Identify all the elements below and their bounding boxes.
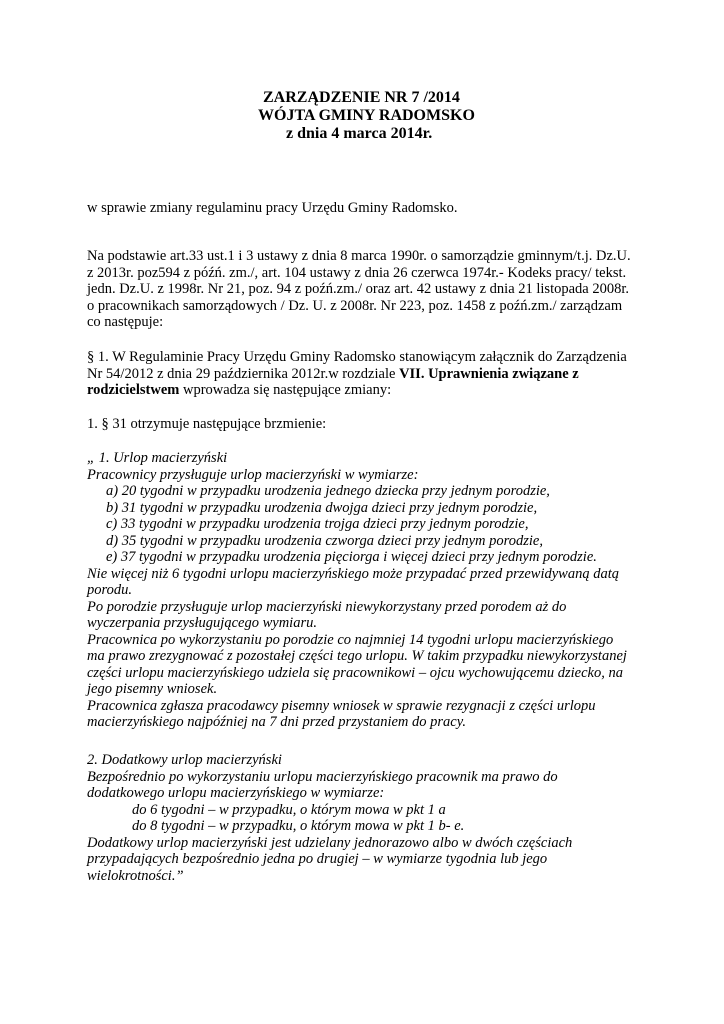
section-1-line3-text: wprowadza się następujące zmiany: (179, 382, 392, 398)
chapter-title-part2: rodzicielstwem (87, 382, 180, 398)
quote-paragraph-line: ma prawo zrezygnować z pozostałej części tego urlopu. W takim przypadku niewykorzystanej (87, 648, 627, 664)
list-item: a) 20 tygodni w przypadku urodzenia jednego dziecka przy jednym porodzie, (106, 483, 550, 499)
quote-paragraph-line: Dodatkowy urlop macierzyński jest udzielany jednorazowo albo w dwóch częściach (87, 834, 573, 851)
quote-paragraph-line: części urlopu macierzyńskiego udziela się pracownikowi – ojcu wychowującemu dziecko, na (87, 664, 623, 681)
basis-line: o pracownikach samorządowych / Dz. U. z 2008r. Nr 223, poz. 1458 z poźń.zm./ zarządzam (87, 297, 623, 314)
quote-paragraph-line: porodu. (87, 582, 132, 598)
quote-paragraph-line: Pracownica zgłasza pracodawcy pisemny wniosek w sprawie rezygnacji z części urlopu (87, 697, 596, 714)
chapter-title-part1: VII. Uprawnienia związane z (399, 365, 579, 382)
point-1-text: 1. § 31 otrzymuje następujące brzmienie: (87, 416, 327, 432)
quote-paragraph-line: macierzyńskiego najpóźniej na 7 dni przed przystaniem do pracy. (87, 714, 466, 730)
quote-intro: Bezpośrednio po wykorzystaniu urlopu macierzyńskiego pracownik ma prawo do (87, 768, 558, 785)
quote-heading: 2. Dodatkowy urlop macierzyński (87, 752, 282, 768)
section-1-paragraph (87, 349, 687, 399)
title-line-3: z dnia 4 marca 2014r. (286, 125, 433, 142)
list-item: do 8 tygodni – w przypadku, o którym mowa w pkt 1 b- e. (132, 818, 465, 834)
basis-line: co następuje: (87, 314, 164, 330)
quote-intro: Pracownicy przysługuje urlop macierzyński w wymiarze: (87, 466, 419, 483)
basis-line: Na podstawie art.33 ust.1 i 3 ustawy z dnia 8 marca 1990r. o samorządzie gminnym/t.j. Dz.U. (87, 248, 631, 264)
section-1-line (87, 382, 687, 399)
quote-paragraph-line: Po porodzie przysługuje urlop macierzyński niewykorzystany przed porodem aż do (87, 598, 567, 615)
quote-paragraph-line: wielokrotności.” (87, 867, 184, 884)
document-title (0, 89, 724, 143)
quote-intro: dodatkowego urlopu macierzyńskiego w wymiarze: (87, 785, 385, 801)
list-item: e) 37 tygodni w przypadku urodzenia pięciorga i więcej dzieci przy jednym porodzie. (106, 549, 597, 565)
title-line-2: WÓJTA GMINY RADOMSKO (258, 107, 475, 124)
section-1-line: § 1. W Regulaminie Pracy Urzędu Gminy Radomsko stanowiącym załącznik do Zarządzenia (87, 349, 627, 365)
subject-text: w sprawie zmiany regulaminu pracy Urzędu Gminy Radomsko. (87, 200, 458, 216)
basis-line: z 2013r. poz594 z późń. zm./, art. 104 ustawy z dnia 26 czerwca 1974r.- Kodeks pracy/ tekst. (87, 264, 627, 281)
list-item: c) 33 tygodni w przypadku urodzenia trojga dzieci przy jednym porodzie, (106, 516, 529, 532)
section-1-line (87, 366, 687, 383)
legal-basis-paragraph (87, 248, 687, 331)
quote-additional-leave (87, 752, 687, 884)
subject-line (87, 200, 687, 217)
point-1 (87, 416, 687, 433)
section-1-line2-text: Nr 54/2012 z dnia 29 października 2012r.w rozdziale (87, 365, 400, 382)
quote-paragraph-line: przypadających bezpośrednio jedna po drugiej – w wymiarze tygodnia lub jego (87, 851, 548, 867)
quote-paragraph-line: Pracownica po wykorzystaniu po porodzie co najmniej 14 tygodni urlopu macierzyńskiego (87, 631, 614, 648)
quote-paragraph-line: wyczerpania przysługującego wymiaru. (87, 615, 317, 631)
quote-paragraph-line: jego pisemny wniosek. (87, 681, 218, 697)
quote-heading: „ 1. Urlop macierzyński (87, 450, 228, 466)
quote-paragraph-line: Nie więcej niż 6 tygodni urlopu macierzyńskiego może przypadać przed przewidywaną datą (87, 565, 620, 582)
list-item: do 6 tygodni – w przypadku, o którym mowa w pkt 1 a (132, 801, 446, 818)
basis-line: jedn. Dz.U. z 1998r. Nr 21, poz. 94 z poźń.zm./ oraz art. 42 ustawy z dnia 21 listopada 2008r. (87, 281, 630, 297)
list-item: d) 35 tygodni w przypadku urodzenia czworga dzieci przy jednym porodzie, (106, 532, 543, 549)
quote-maternity-leave (87, 450, 687, 731)
list-item: b) 31 tygodni w przypadku urodzenia dwojga dzieci przy jednym porodzie, (106, 499, 538, 516)
title-line-1: ZARZĄDZENIE NR 7 /2014 (263, 89, 460, 106)
